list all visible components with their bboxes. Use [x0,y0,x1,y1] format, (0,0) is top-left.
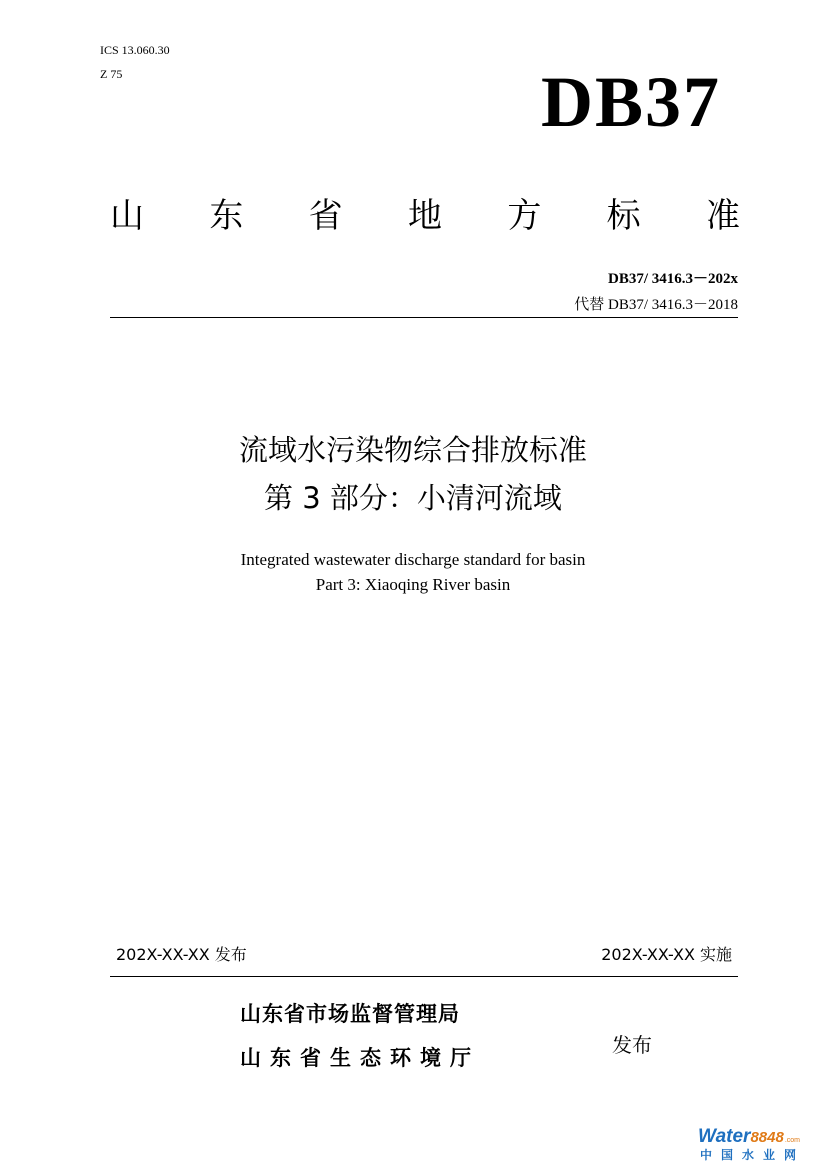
title-en-line1: Integrated wastewater discharge standard for basin [240,550,586,569]
watermark-brand-a: Water [698,1126,751,1147]
standard-type-char: 东 [209,196,244,236]
title-cn-line1: 流域水污染物综合排放标准 [238,433,587,467]
standard-type-char: 标 [606,196,641,236]
watermark-cn: 中国水业网 [700,1148,806,1162]
standard-type-char: 省 [308,196,343,236]
standard-type-char: 地 [407,196,442,236]
watermark-brand [698,1127,818,1148]
implement-date: 202X-XX-XX 实施 [601,945,732,964]
issuer-ecology-environment: 山东省生态环境厅 [240,1046,480,1070]
replaces-standard: 代替 DB37/ 3416.3－2018 [574,297,738,313]
standard-type-char: 山 [110,196,144,236]
issue-label: 发布 [612,1033,652,1057]
z-code: Z 75 [100,67,123,81]
watermark-logo [698,1127,818,1162]
ics-code: ICS 13.060.30 [100,43,170,57]
db37-logo: DB37 [540,62,721,142]
publish-date: 202X-XX-XX 发布 [116,945,247,964]
standard-type-char: 准 [705,196,740,236]
top-divider [110,317,738,318]
issuer-market-regulation: 山东省市场监督管理局 [240,1002,460,1026]
title-cn-line2: 第 3 部分：小清河流域 [264,481,562,515]
bottom-divider [110,976,738,977]
title-en-line2: Part 3: Xiaoqing River basin [315,575,511,594]
standard-type [110,190,740,242]
standard-type-char: 方 [507,196,542,236]
standard-number: DB37/ 3416.3－202x [607,271,738,287]
watermark-brand-b: 8848 [750,1129,784,1146]
watermark-suffix: .com [784,1137,800,1144]
